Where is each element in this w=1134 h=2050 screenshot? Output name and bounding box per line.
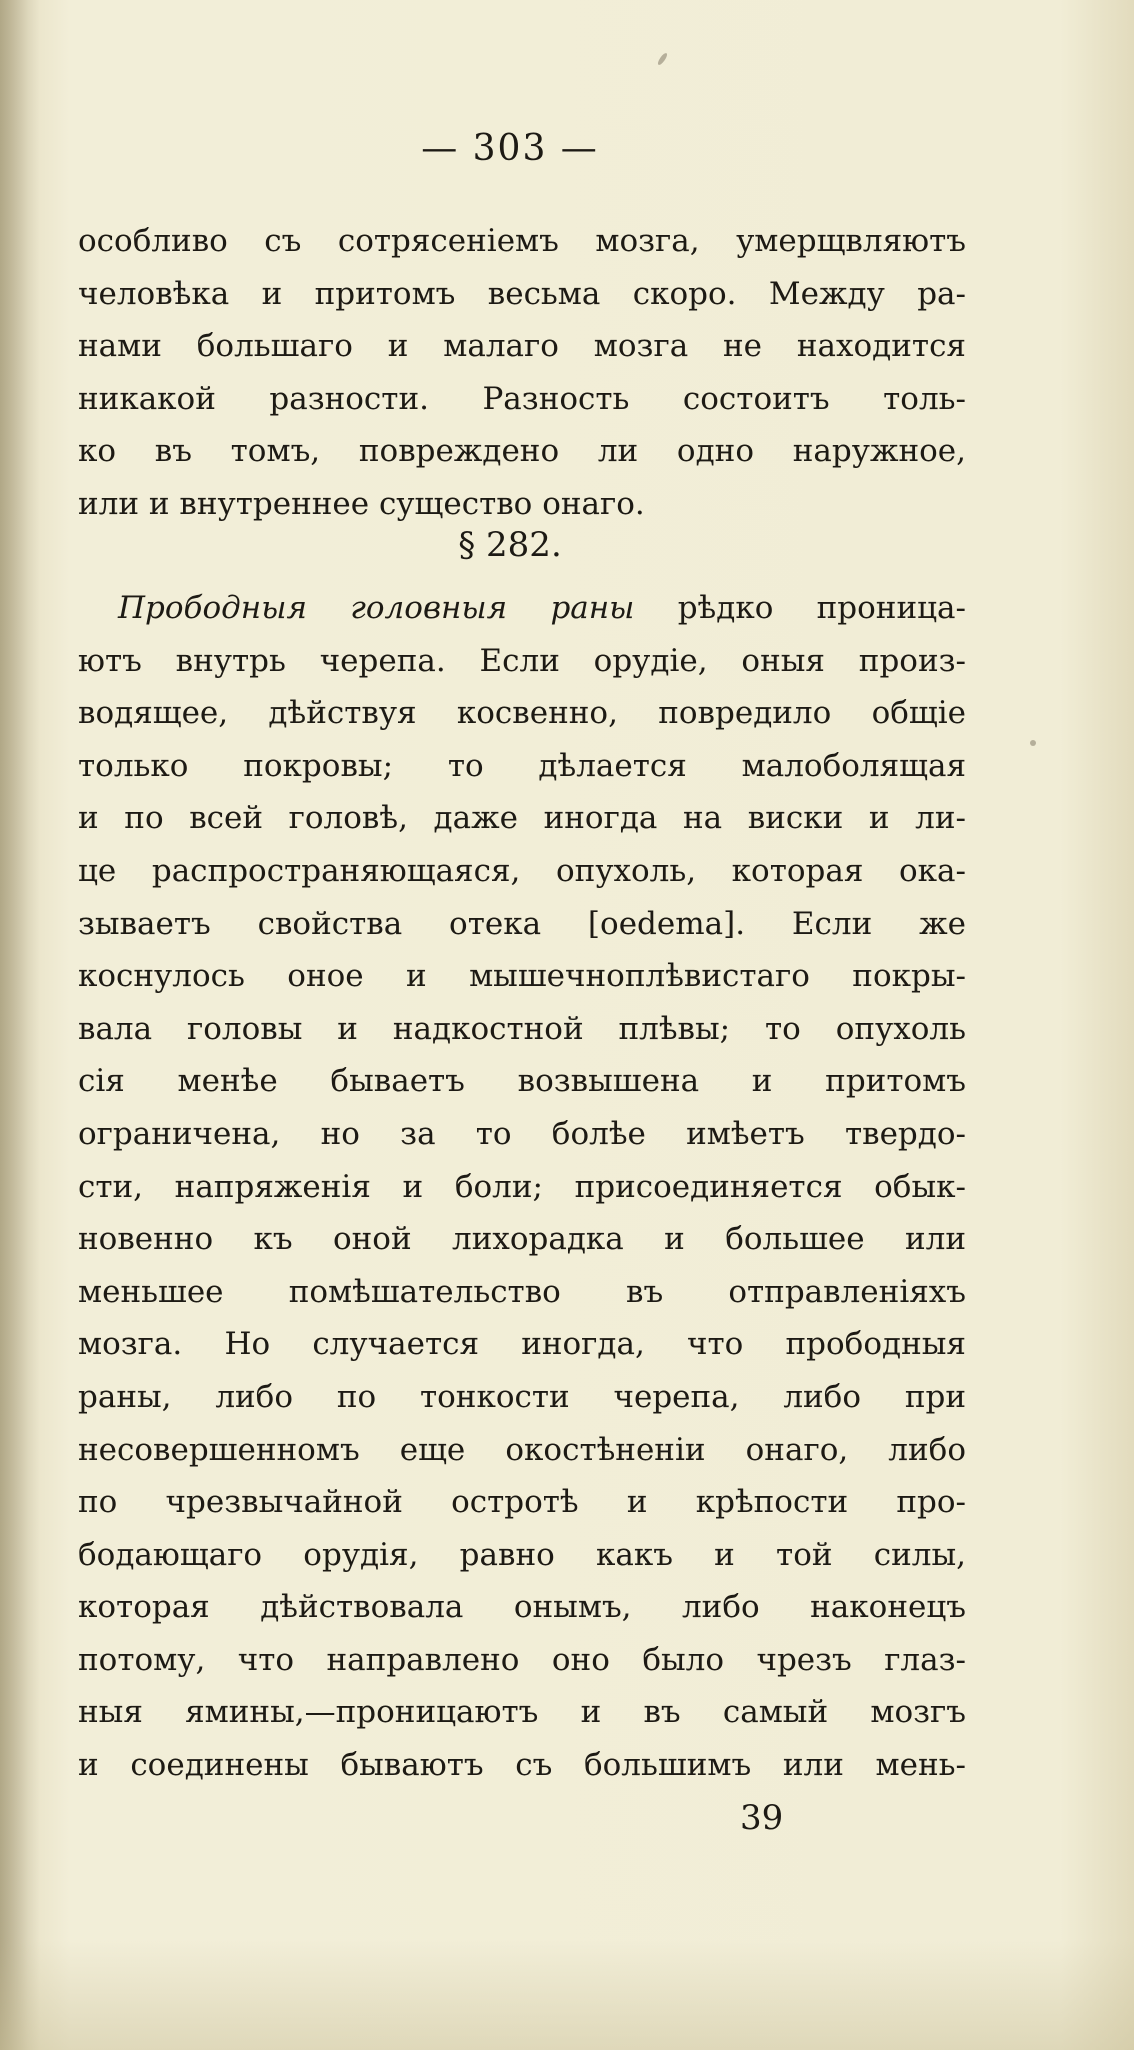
signature-mark: 39 (740, 1798, 784, 1838)
section-heading: § 282. (458, 525, 562, 565)
text-line: ко въ томъ, повреждено ли одно наружное, (78, 433, 966, 470)
text-line: водящее, дѣйствуя косвенно, повредило общіе (78, 695, 966, 732)
text-line: раны, либо по тонкости черепа, либо при (78, 1378, 966, 1415)
text-line-rest: рѣдко проница- (634, 590, 966, 626)
text-line: которая дѣйствовала онымъ, либо наконецъ (78, 1589, 966, 1626)
paragraph-continuation (78, 215, 966, 531)
text-line: коснулось оное и мышечноплѣвистаго покры- (78, 958, 966, 995)
text-line: особливо съ сотрясеніемъ мозга, умерщвляютъ (78, 223, 966, 259)
gutter-shadow (0, 0, 40, 2050)
text-line: це распространяющаяся, опухоль, которая ока- (78, 852, 966, 889)
text-line: человѣка и притомъ весьма скоро. Между ра- (78, 275, 966, 312)
paper-fleck (656, 52, 668, 66)
text-line: ныя ямины,—проницаютъ и въ самый мозгъ (78, 1694, 966, 1731)
text-line: сія менѣе бываетъ возвышена и притомъ (78, 1063, 966, 1100)
text-line: нами большаго и малаго мозга не находится (78, 328, 966, 365)
text-line: несовершенномъ еще окостѣненіи онаго, либо (78, 1431, 966, 1468)
text-line-first (78, 582, 966, 635)
text-line: меньшее помѣшательство въ отправленіяхъ (78, 1273, 966, 1310)
page-number-header: — 303 — (421, 128, 599, 169)
text-line: зываетъ свойства отека [oedema]. Если же (78, 905, 966, 942)
text-line: по чрезвычайной остротѣ и крѣпости про- (78, 1484, 966, 1521)
bottom-edge-shadow (0, 1940, 1134, 2050)
italic-term: Прободныя головныя раны (118, 590, 635, 626)
text-line: только покровы; то дѣлается малоболящая (78, 747, 966, 784)
text-line: потому, что направлено оно было чрезъ глаз- (78, 1641, 966, 1678)
text-line: сти, напряженія и боли; присоединяется обык- (78, 1168, 966, 1205)
text-line: ютъ внутрь черепа. Если орудіе, оныя произ- (78, 642, 966, 679)
text-line: и соединены бываютъ съ большимъ или мень- (78, 1747, 966, 1784)
text-line: вала головы и надкостной плѣвы; то опухоль (78, 1010, 966, 1047)
paper-fleck (1030, 740, 1036, 746)
text-line: мозга. Но случается иногда, что прободныя (78, 1326, 966, 1363)
text-line: ограничена, но за то болѣе имѣетъ твердо- (78, 1115, 966, 1152)
text-line: новенно къ оной лихорадка и большее или (78, 1221, 966, 1258)
text-line: бодающаго орудія, равно какъ и той силы, (78, 1536, 966, 1573)
text-line: никакой разности. Разность состоитъ толь- (78, 380, 966, 417)
text-line: и по всей головѣ, даже иногда на виски и ли- (78, 800, 966, 837)
paragraph-section-282 (78, 582, 966, 1792)
text-line: или и внутреннее существо онаго. (78, 485, 645, 522)
